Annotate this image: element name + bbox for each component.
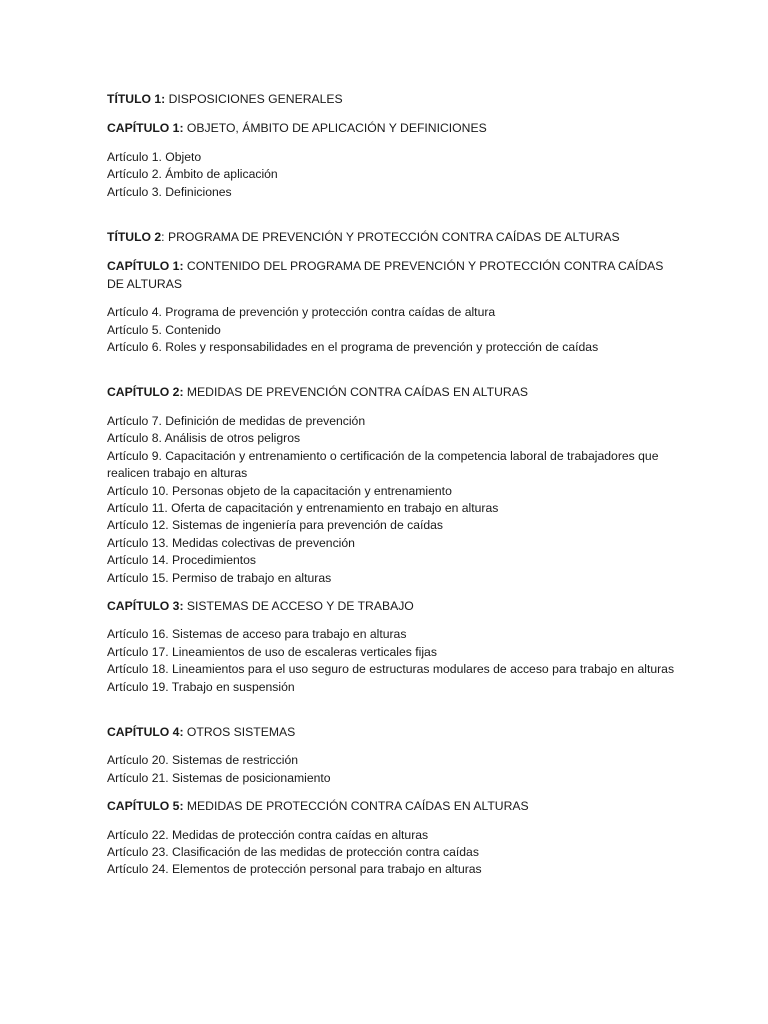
article-item: Artículo 22. Medidas de protección contra caídas en alturas — [107, 827, 429, 842]
article-list — [107, 626, 677, 696]
article-item: Artículo 1. Objeto — [107, 149, 202, 164]
titulo-1-heading — [107, 91, 677, 108]
titulo-2-heading — [107, 229, 677, 246]
capitulo-label: CAPÍTULO 1: — [107, 259, 184, 274]
capitulo-text: MEDIDAS DE PROTECCIÓN CONTRA CAÍDAS EN ALTURAS — [183, 799, 529, 814]
article-item: Artículo 2. Ámbito de aplicación — [107, 167, 278, 182]
article-item: Artículo 17. Lineamientos de uso de escaleras verticales fijas — [107, 644, 437, 659]
article-item: Artículo 8. Análisis de otros peligros — [107, 431, 301, 446]
article-list — [107, 752, 677, 787]
capitulo-text: CONTENIDO DEL PROGRAMA DE PREVENCIÓN Y PROTECCIÓN CONTRA CAÍDAS DE ALTURAS — [107, 259, 664, 291]
article-item: Artículo 11. Oferta de capacitación y entrenamiento en trabajo en alturas — [107, 500, 499, 515]
capitulo-label: CAPÍTULO 1: — [107, 121, 184, 136]
capitulo-heading — [107, 120, 677, 137]
capitulo-heading — [107, 598, 677, 615]
titulo-label: TÍTULO 2 — [107, 230, 162, 245]
article-item: Artículo 9. Capacitación y entrenamiento o certificación de la competencia laboral de trabajadores que realicen trabajo en alturas — [107, 448, 659, 481]
article-item: Artículo 6. Roles y responsabilidades en el programa de prevención y protección de caídas — [107, 340, 599, 355]
article-list — [107, 827, 677, 879]
capitulo-heading — [107, 798, 677, 815]
titulo-text: DISPOSICIONES GENERALES — [165, 92, 343, 106]
article-item: Artículo 10. Personas objeto de la capacitación y entrenamiento — [107, 483, 452, 498]
article-item: Artículo 7. Definición de medidas de prevención — [107, 413, 366, 428]
capitulo-heading — [107, 258, 677, 293]
titulo-label: TÍTULO 1: — [107, 92, 166, 106]
article-list — [107, 304, 677, 356]
article-item: Artículo 13. Medidas colectivas de prevención — [107, 535, 355, 550]
capitulo-text: OTROS SISTEMAS — [183, 724, 296, 739]
article-item: Artículo 21. Sistemas de posicionamiento — [107, 770, 331, 785]
capitulo-heading — [107, 384, 677, 401]
capitulo-heading — [107, 724, 677, 741]
article-list — [107, 413, 677, 587]
article-item: Artículo 18. Lineamientos para el uso seguro de estructuras modulares de acceso para trabajo en alturas — [107, 662, 675, 677]
article-item: Artículo 15. Permiso de trabajo en alturas — [107, 570, 332, 585]
document-page — [107, 91, 677, 879]
article-item: Artículo 5. Contenido — [107, 322, 221, 337]
article-item: Artículo 4. Programa de prevención y protección contra caídas de altura — [107, 305, 496, 320]
article-item: Artículo 3. Definiciones — [107, 184, 232, 199]
article-item: Artículo 23. Clasificación de las medidas de protección contra caídas — [107, 845, 479, 859]
titulo-text: : PROGRAMA DE PREVENCIÓN Y PROTECCIÓN CONTRA CAÍDAS DE ALTURAS — [161, 230, 620, 245]
capitulo-label: CAPÍTULO 3: — [107, 598, 184, 613]
capitulo-text: MEDIDAS DE PREVENCIÓN CONTRA CAÍDAS EN ALTURAS — [183, 385, 528, 400]
capitulo-text: SISTEMAS DE ACCESO Y DE TRABAJO — [183, 598, 414, 613]
article-item: Artículo 19. Trabajo en suspensión — [107, 679, 295, 694]
article-list — [107, 149, 677, 201]
article-item: Artículo 12. Sistemas de ingeniería para prevención de caídas — [107, 518, 444, 533]
capitulo-label: CAPÍTULO 4: — [107, 724, 184, 739]
capitulo-label: CAPÍTULO 5: — [107, 799, 184, 814]
article-item: Artículo 20. Sistemas de restricción — [107, 753, 299, 768]
capitulo-text: OBJETO, ÁMBITO DE APLICACIÓN Y DEFINICIONES — [183, 121, 487, 136]
article-item: Artículo 24. Elementos de protección personal para trabajo en alturas — [107, 862, 482, 877]
article-item: Artículo 16. Sistemas de acceso para trabajo en alturas — [107, 627, 407, 642]
article-item: Artículo 14. Procedimientos — [107, 553, 257, 568]
capitulo-label: CAPÍTULO 2: — [107, 385, 184, 400]
